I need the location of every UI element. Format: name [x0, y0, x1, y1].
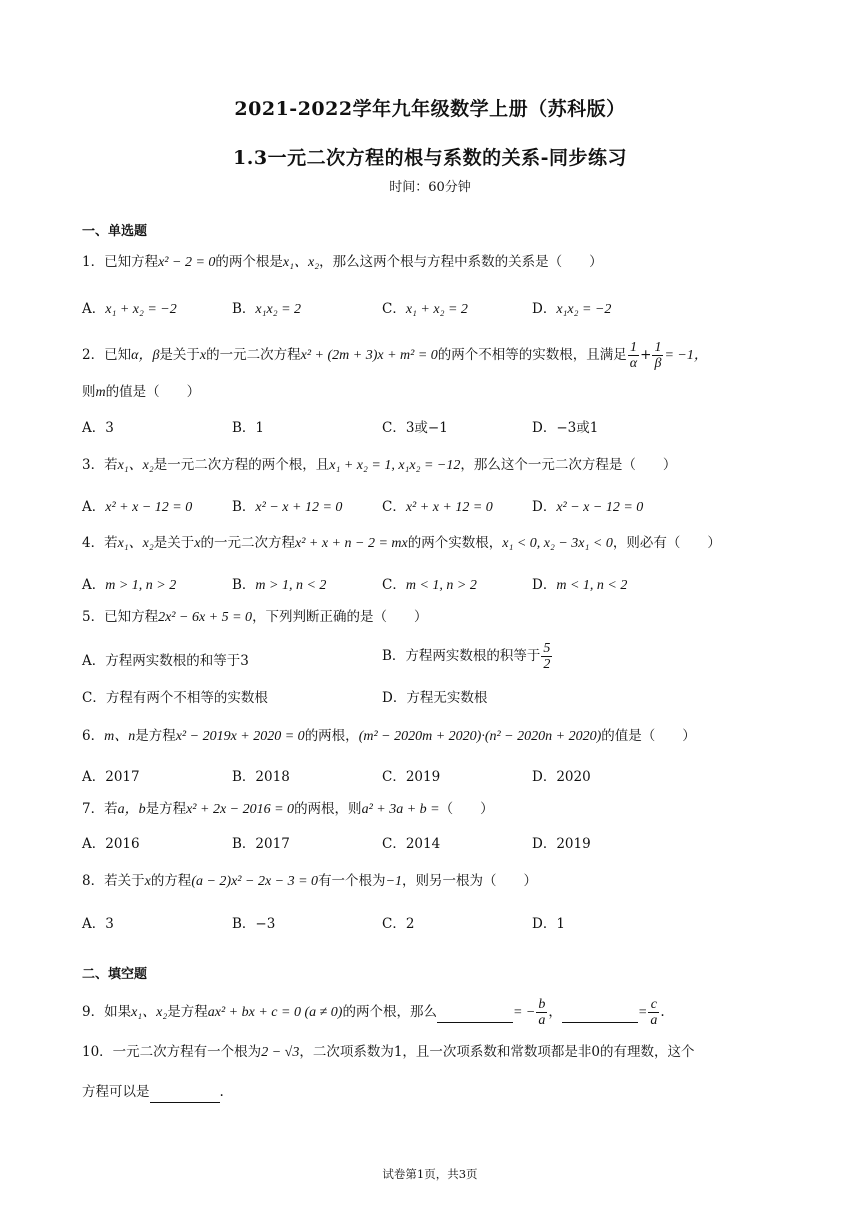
option-a: A．3	[82, 916, 114, 932]
question-4: 4．若x₁、x₂是关于x的一元二次方程x² + x + n − 2 = mx的两个实数根，x₁ < 0, x₂ − 3x₁ < 0，则必有（ ）	[82, 535, 721, 551]
section-fill-blank: 二、填空题	[82, 967, 148, 982]
option-b: B．1	[232, 420, 265, 436]
option-b: B．x² − x + 12 = 0	[232, 499, 343, 515]
question-10-line-2: 方程可以是 .	[82, 1082, 790, 1103]
option-b: B．2018	[232, 769, 290, 785]
section-single-choice: 一、单选题	[82, 224, 148, 239]
question-1: 1．已知方程x² − 2 = 0的两个根是x₁、x₂，那么这两个根与方程中系数的关系是（ ）	[82, 254, 603, 270]
option-d: D．x² − x − 12 = 0	[532, 499, 644, 515]
option-d: D．−3或1	[532, 420, 599, 436]
question-6: 6．m、n是方程x² − 2019x + 2020 = 0的两根，(m² − 2020m + 2020)·(n² − 2020n + 2020)的值是（ ）	[82, 728, 696, 744]
question-5: 5．已知方程2x² − 6x + 5 = 0，下列判断正确的是（ ）	[82, 609, 428, 625]
question-5-options-row-2	[82, 686, 782, 706]
option-a: A．方程两实数根的和等于3	[82, 653, 249, 669]
answer-blank-equation[interactable]	[150, 1082, 220, 1103]
option-d: D．m < 1, n < 2	[532, 577, 628, 593]
fraction-c-over-a: $\frac{c}{a}$	[650, 997, 658, 1028]
page-footer: 试卷第1页，共3页	[382, 1167, 478, 1181]
question-2: 2．已知α，β是关于x的一元二次方程x² + (2m + 3)x + m² = 0的两个不相等的实数根，且满足 $\frac{1}{\alpha}$ + $\frac{1}{\beta}$ = −1，	[82, 340, 708, 371]
question-3-options	[82, 495, 782, 515]
option-a: A．x₁ + x₂ = −2	[82, 301, 177, 317]
question-3: 3．若x₁、x₂是一元二次方程的两个根，且x₁ + x₂ = 1, x₁x₂ = −12，那么这个一元二次方程是（ ）	[82, 457, 677, 473]
option-b: B．−3	[232, 916, 276, 932]
option-c: C．3或−1	[382, 420, 448, 436]
option-c: C．2	[382, 916, 415, 932]
answer-blank-product[interactable]	[562, 1002, 638, 1023]
answer-blank-sum[interactable]	[437, 1002, 513, 1023]
fraction-five-halves: $\frac{5}{2}$	[543, 641, 551, 672]
option-c: C．2014	[382, 836, 441, 852]
question-10: 10．一元二次方程有一个根为2 − √3，二次项系数为1，且一次项系数和常数项都是非0的有理数，这个	[82, 1044, 695, 1060]
option-d: D．2019	[532, 836, 591, 852]
question-9: 9．如果x₁、x₂是方程ax² + bx + c = 0 (a ≠ 0)的两个根，那么 = − $\frac{b}{a}$ ， = $\frac{c}{a}$ .	[82, 997, 665, 1028]
option-c: C．2019	[382, 769, 441, 785]
question-2-line-2: 则m的值是（ ）	[82, 384, 201, 400]
option-c: C．m < 1, n > 2	[382, 577, 477, 593]
option-b: B．m > 1, n < 2	[232, 577, 327, 593]
question-1-options	[82, 297, 782, 317]
question-6-options	[82, 765, 782, 785]
question-7-options	[82, 832, 782, 852]
option-c: C．方程有两个不相等的实数根	[82, 690, 268, 706]
fraction-one-over-beta: $\frac{1}{\beta}$	[654, 340, 662, 371]
option-a: A．2017	[82, 769, 140, 785]
option-d: D．方程无实数根	[382, 690, 488, 706]
option-d: D．2020	[532, 769, 591, 785]
option-b: B．方程两实数根的积等于 $\frac{5}{2}$	[382, 641, 551, 672]
option-a: A．x² + x − 12 = 0	[82, 499, 193, 515]
fraction-b-over-a: $\frac{b}{a}$	[538, 997, 546, 1028]
question-8: 8．若关于x的方程(a − 2)x² − 2x − 3 = 0有一个根为−1，则另一根为（ ）	[82, 873, 538, 889]
option-a: A．m > 1, n > 2	[82, 577, 177, 593]
option-b: B．2017	[232, 836, 290, 852]
option-a: A．2016	[82, 836, 140, 852]
option-c: C．x₁ + x₂ = 2	[382, 301, 468, 317]
time-limit: 时间：60分钟	[389, 180, 471, 195]
question-8-options	[82, 912, 782, 932]
question-4-options	[82, 573, 782, 593]
title-line-2: 1.3一元二次方程的根与系数的关系-同步练习	[233, 147, 627, 169]
fraction-one-over-alpha: $\frac{1}{\alpha}$	[629, 340, 638, 371]
option-c: C．x² + x + 12 = 0	[382, 499, 493, 515]
option-d: D．x₁x₂ = −2	[532, 301, 612, 317]
question-7: 7．若a，b是方程x² + 2x − 2016 = 0的两根，则a² + 3a + b =（ ）	[82, 801, 494, 817]
title-line-1: 2021-2022学年九年级数学上册（苏科版）	[234, 98, 626, 120]
option-a: A．3	[82, 420, 114, 436]
option-d: D．1	[532, 916, 565, 932]
question-2-options	[82, 416, 782, 436]
option-b: B．x₁x₂ = 2	[232, 301, 302, 317]
question-5-options-row-1	[82, 641, 782, 675]
